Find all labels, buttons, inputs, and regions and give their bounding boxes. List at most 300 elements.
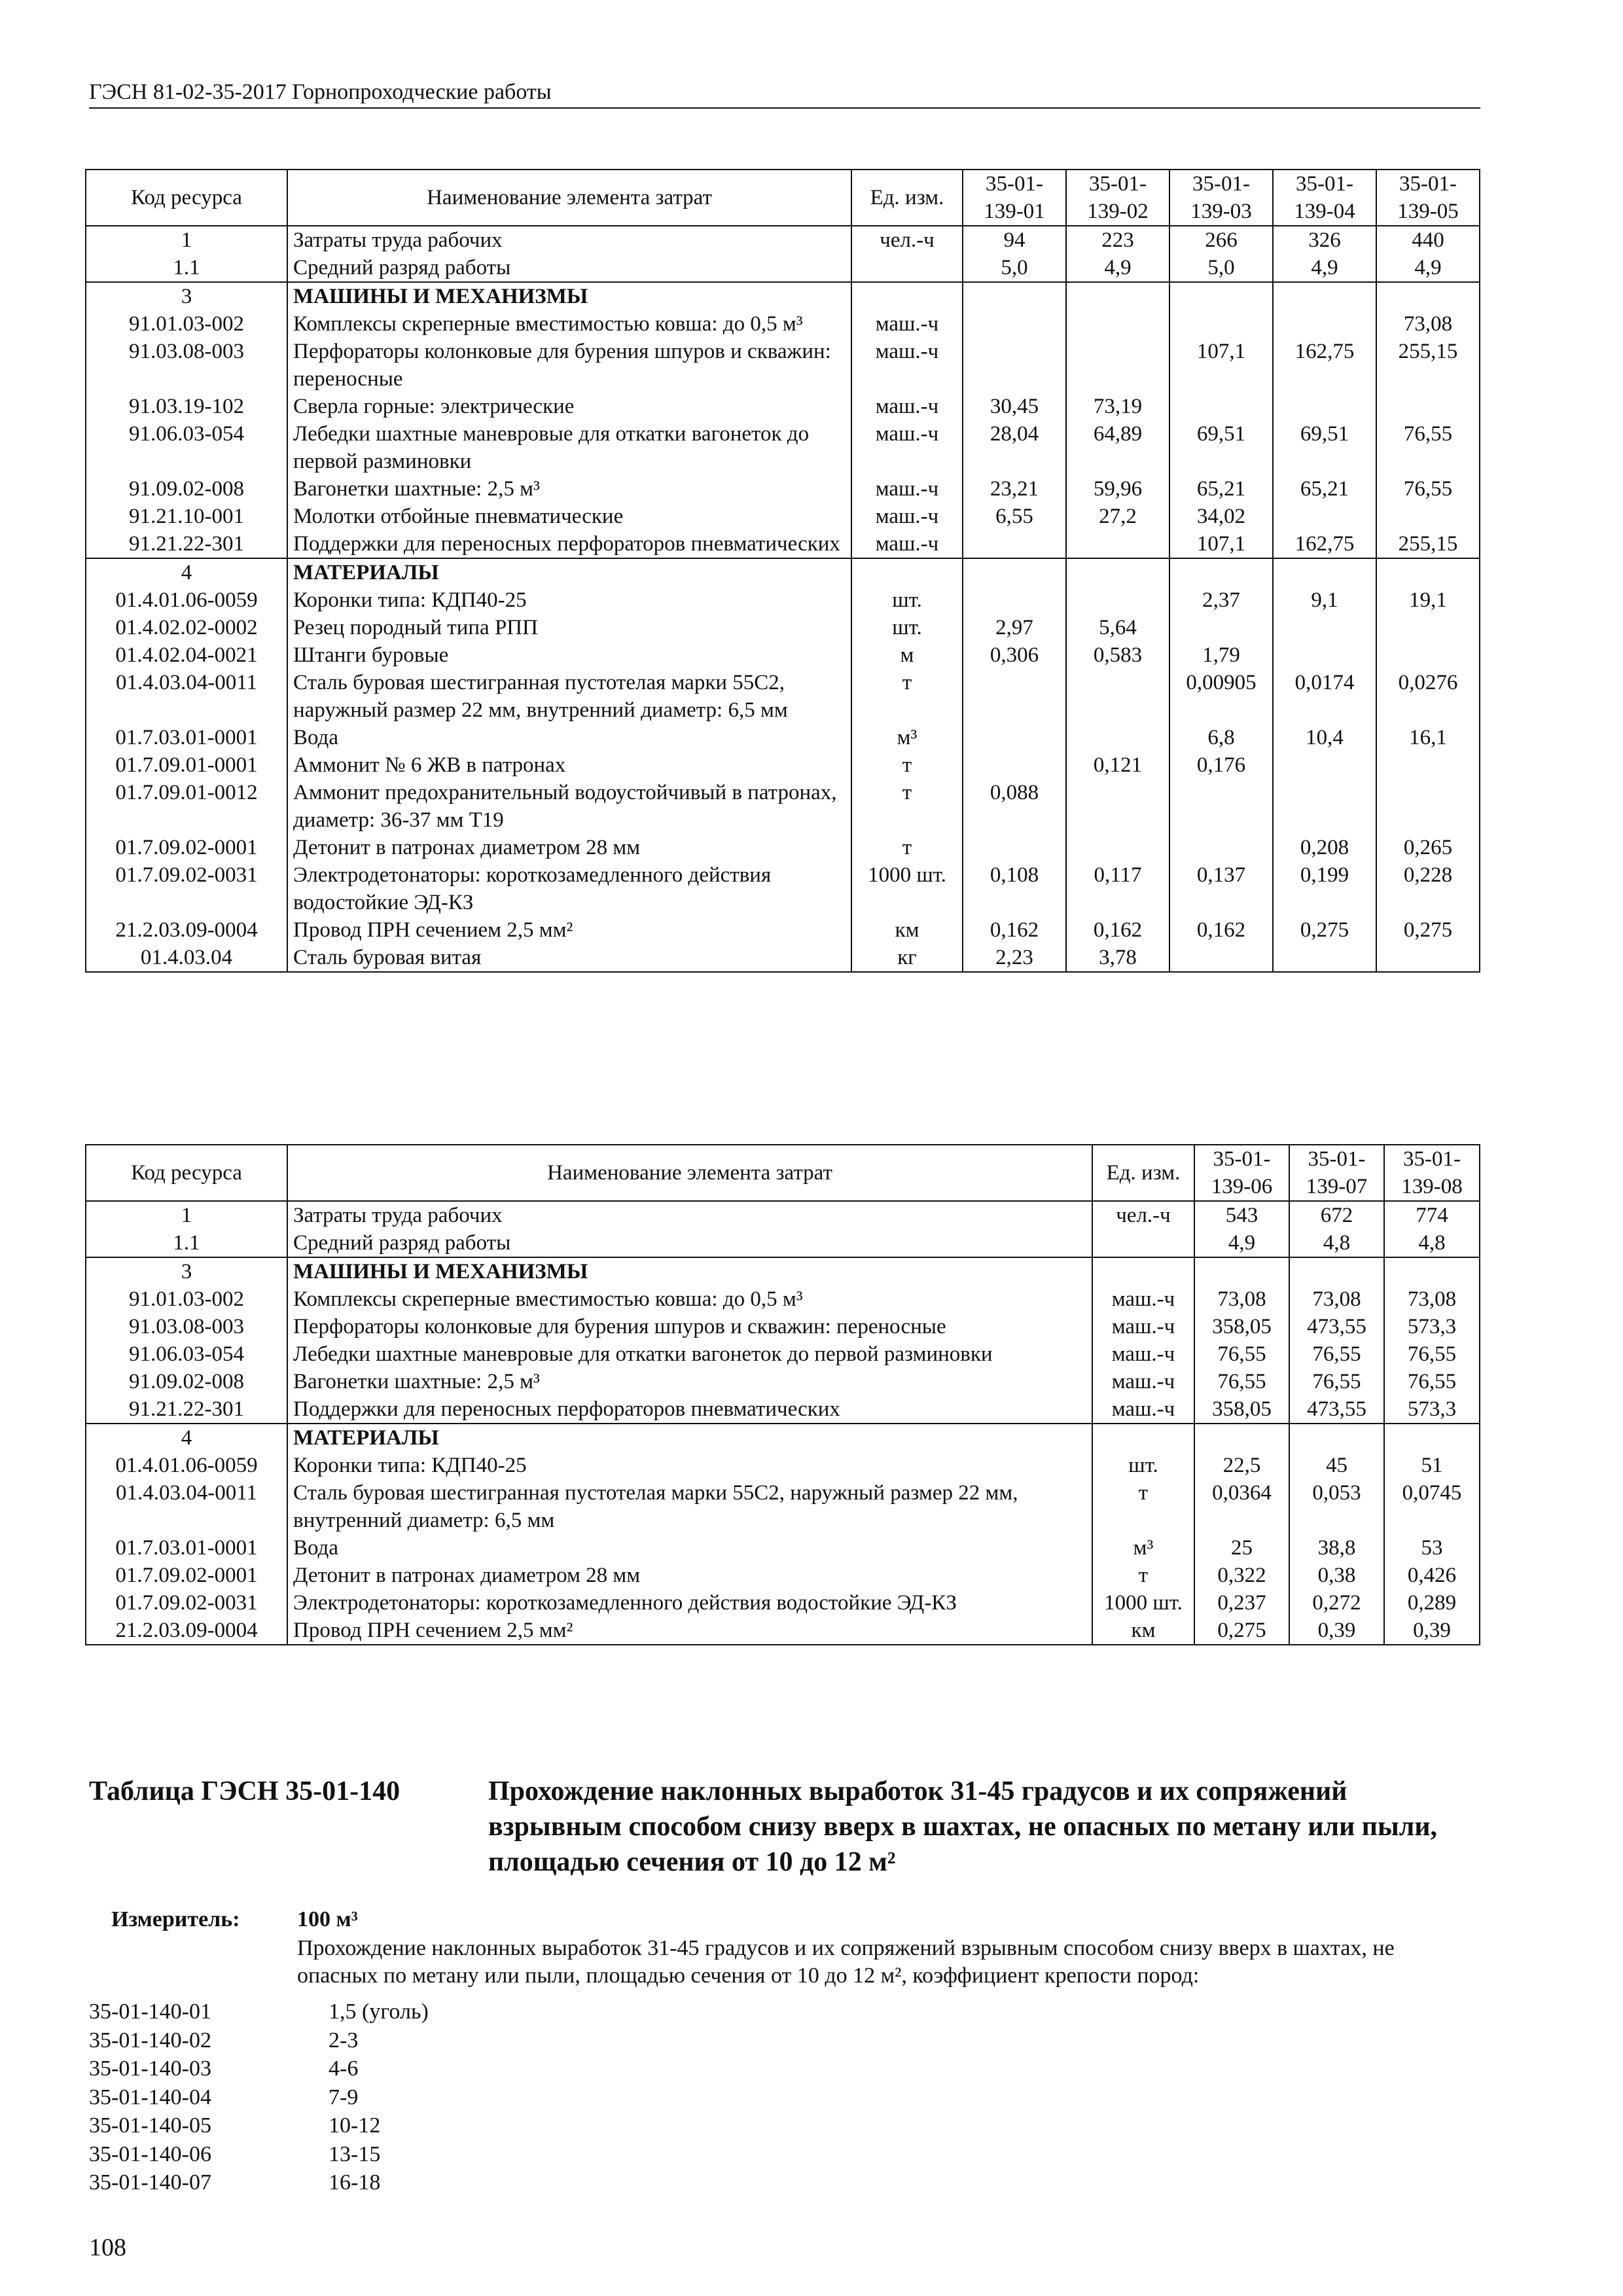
value-cell: 38,8 (1289, 1534, 1384, 1562)
rock-hardness-value: 4-6 (329, 2056, 359, 2081)
value-cell: 0,322 (1194, 1562, 1289, 1589)
value-cell: 16,1 (1376, 724, 1480, 751)
value-cell: 0,208 (1273, 834, 1376, 861)
unit: маш.-ч (1092, 1285, 1194, 1313)
value-cell: 19,1 (1376, 586, 1480, 614)
value-cell: 5,0 (963, 254, 1066, 282)
norm-code: 35-01-140-06 (89, 2142, 211, 2166)
value-cell: 59,96 (1066, 475, 1169, 503)
resource-code: 21.2.03.09-0004 (86, 1617, 287, 1645)
value-cell: 4,8 (1289, 1229, 1384, 1257)
column-header: 35-01-139-08 (1384, 1145, 1480, 1201)
value-cell: 65,21 (1273, 475, 1376, 503)
value-cell (1066, 282, 1169, 310)
resource-name: Средний разряд работы (287, 1229, 1092, 1257)
value-cell (1273, 779, 1376, 834)
resource-name: Лебедки шахтные маневровые для откатки вагонеток до первой разминовки (287, 1340, 1092, 1368)
column-header: Ед. изм. (1092, 1145, 1194, 1201)
value-cell (1066, 530, 1169, 558)
value-cell: 76,55 (1384, 1368, 1480, 1395)
value-cell: 0,121 (1066, 751, 1169, 779)
value-cell: 0,162 (1066, 916, 1169, 944)
meter-label: Измеритель: (111, 1907, 240, 1931)
value-cell: 0,0745 (1384, 1479, 1480, 1534)
value-cell (963, 669, 1066, 724)
value-cell: 0,265 (1376, 834, 1480, 861)
value-cell (963, 724, 1066, 751)
unit: маш.-ч (851, 475, 963, 503)
value-cell (1376, 393, 1480, 420)
resource-name: Сталь буровая витая (287, 944, 851, 972)
meter-value: 100 м³ (297, 1907, 358, 1931)
value-cell: 266 (1169, 226, 1273, 254)
table-row (86, 944, 1480, 972)
table-row (86, 530, 1480, 558)
value-cell: 1,79 (1169, 641, 1273, 669)
table-body (86, 226, 1480, 972)
value-cell (1066, 724, 1169, 751)
resource-name: Сталь буровая шестигранная пустотелая марки 55С2, наружный размер 22 мм, внутренний диаметр: 6,5 мм (287, 669, 851, 724)
resource-name: Средний разряд работы (287, 254, 851, 282)
table-body (86, 1201, 1480, 1645)
resource-code: 91.01.03-002 (86, 310, 287, 338)
table-row (86, 669, 1480, 724)
unit (851, 558, 963, 586)
resource-code: 91.21.22-301 (86, 530, 287, 558)
norm-code: 35-01-140-07 (89, 2170, 211, 2195)
unit: маш.-ч (851, 310, 963, 338)
resource-code: 4 (86, 558, 287, 586)
value-cell (963, 530, 1066, 558)
value-cell (963, 558, 1066, 586)
value-cell: 0,0174 (1273, 669, 1376, 724)
resource-name: Затраты труда рабочих (287, 1201, 1092, 1229)
table-row (86, 916, 1480, 944)
value-cell (963, 586, 1066, 614)
value-cell (1376, 282, 1480, 310)
value-cell (963, 282, 1066, 310)
resource-code: 01.7.03.01-0001 (86, 1534, 287, 1562)
table-row (86, 420, 1480, 475)
value-cell: 76,55 (1289, 1340, 1384, 1368)
value-cell (963, 310, 1066, 338)
resource-code: 01.7.09.02-0031 (86, 1589, 287, 1617)
value-cell (1289, 1424, 1384, 1452)
unit: шт. (851, 586, 963, 614)
resource-name: Резец породный типа РПП (287, 614, 851, 641)
value-cell: 0,237 (1194, 1589, 1289, 1617)
unit: маш.-ч (851, 393, 963, 420)
column-header: Наименование элемента затрат (287, 170, 851, 226)
unit: т (851, 779, 963, 834)
resource-name: Поддержки для переносных перфораторов пневматических (287, 1395, 1092, 1424)
value-cell: 73,08 (1289, 1285, 1384, 1313)
value-cell (1376, 641, 1480, 669)
table-row (86, 861, 1480, 916)
value-cell: 0,289 (1384, 1589, 1480, 1617)
value-cell: 64,89 (1066, 420, 1169, 475)
value-cell: 76,55 (1376, 475, 1480, 503)
value-cell (1169, 944, 1273, 972)
resource-name: Молотки отбойные пневматические (287, 503, 851, 530)
value-cell: 0,162 (963, 916, 1066, 944)
unit (851, 282, 963, 310)
value-cell (1066, 779, 1169, 834)
table-row (86, 834, 1480, 861)
section-row (86, 1424, 1480, 1452)
unit: маш.-ч (1092, 1313, 1194, 1340)
resource-code: 1 (86, 1201, 287, 1229)
resource-code: 01.7.09.01-0012 (86, 779, 287, 834)
resource-name: Перфораторы колонковые для бурения шпуров и скважин: переносные (287, 338, 851, 393)
norm-code: 35-01-140-02 (89, 2028, 211, 2053)
table-row (86, 1313, 1480, 1340)
table-title-text: Прохождение наклонных выработок 31-45 градусов и их сопряжений взрывным способом снизу вверх в шахтах, не опасных по метану или пыли, площадью сечения от 10 до 12 м² (488, 1776, 1438, 1877)
resource-name: Штанги буровые (287, 641, 851, 669)
rock-hardness-value: 16-18 (329, 2170, 381, 2195)
unit: м³ (851, 724, 963, 751)
table-row (86, 475, 1480, 503)
table-row (86, 779, 1480, 834)
resource-code: 1 (86, 226, 287, 254)
value-cell (1273, 558, 1376, 586)
resource-name: МАШИНЫ И МЕХАНИЗМЫ (287, 1257, 1092, 1285)
page-number: 108 (89, 2234, 126, 2261)
value-cell (1273, 944, 1376, 972)
value-cell (1273, 503, 1376, 530)
meter-description: Прохождение наклонных выработок 31-45 градусов и их сопряжений взрывным способом снизу вверх в шахтах, не опасных по метану или пыли, площадью сечения от 10 до 12 м², коэффициент крепости пород: (297, 1936, 1395, 1988)
value-cell: 774 (1384, 1201, 1480, 1229)
resource-name: Коронки типа: КДП40-25 (287, 586, 851, 614)
value-cell (1169, 834, 1273, 861)
value-cell: 0,088 (963, 779, 1066, 834)
resource-name: Электродетонаторы: короткозамедленного действия водостойкие ЭД-КЗ (287, 861, 851, 916)
value-cell (1273, 751, 1376, 779)
column-header: Код ресурса (86, 170, 287, 226)
value-cell: 2,37 (1169, 586, 1273, 614)
value-cell: 162,75 (1273, 530, 1376, 558)
resource-name: Вода (287, 1534, 1092, 1562)
value-cell: 255,15 (1376, 530, 1480, 558)
resource-table-139-06-08 (85, 1144, 1480, 1645)
table-row (86, 503, 1480, 530)
table-row (86, 1617, 1480, 1645)
resource-code: 91.06.03-054 (86, 420, 287, 475)
value-cell: 0,108 (963, 861, 1066, 916)
unit: м³ (1092, 1534, 1194, 1562)
value-cell: 73,08 (1194, 1285, 1289, 1313)
value-cell: 440 (1376, 226, 1480, 254)
resource-name: Затраты труда рабочих (287, 226, 851, 254)
unit: 1000 шт. (1092, 1589, 1194, 1617)
table-row (86, 1368, 1480, 1395)
unit: маш.-ч (851, 338, 963, 393)
table-row (86, 1452, 1480, 1479)
value-cell (963, 751, 1066, 779)
value-cell: 5,64 (1066, 614, 1169, 641)
rock-hardness-value: 13-15 (329, 2142, 381, 2166)
resource-code: 4 (86, 1424, 287, 1452)
resource-code: 1.1 (86, 254, 287, 282)
resource-code: 91.09.02-008 (86, 475, 287, 503)
value-cell: 2,97 (963, 614, 1066, 641)
table-row (86, 393, 1480, 420)
unit (1092, 1257, 1194, 1285)
unit: маш.-ч (1092, 1368, 1194, 1395)
resource-code: 91.03.19-102 (86, 393, 287, 420)
table-row (86, 1562, 1480, 1589)
value-cell: 45 (1289, 1452, 1384, 1479)
table-row (86, 1589, 1480, 1617)
value-cell (963, 834, 1066, 861)
table-row (86, 226, 1480, 254)
unit: шт. (851, 614, 963, 641)
unit: т (1092, 1562, 1194, 1589)
value-cell: 22,5 (1194, 1452, 1289, 1479)
resource-code: 1.1 (86, 1229, 287, 1257)
value-cell: 255,15 (1376, 338, 1480, 393)
value-cell: 107,1 (1169, 338, 1273, 393)
resource-code: 01.7.03.01-0001 (86, 724, 287, 751)
norm-code: 35-01-140-03 (89, 2056, 211, 2081)
resource-code: 01.4.03.04-0011 (86, 669, 287, 724)
value-cell (1289, 1257, 1384, 1285)
table-row (86, 614, 1480, 641)
value-cell: 4,9 (1066, 254, 1169, 282)
value-cell: 0,00905 (1169, 669, 1273, 724)
value-cell (1066, 338, 1169, 393)
section-row (86, 1257, 1480, 1285)
value-cell: 10,4 (1273, 724, 1376, 751)
value-cell: 76,55 (1194, 1340, 1289, 1368)
table-row (86, 724, 1480, 751)
resource-name: МАШИНЫ И МЕХАНИЗМЫ (287, 282, 851, 310)
unit: км (1092, 1617, 1194, 1645)
value-cell (1273, 614, 1376, 641)
value-cell (1376, 779, 1480, 834)
column-header: 35-01-139-01 (963, 170, 1066, 226)
table-row (86, 338, 1480, 393)
value-cell: 4,9 (1273, 254, 1376, 282)
value-cell: 0,199 (1273, 861, 1376, 916)
value-cell: 223 (1066, 226, 1169, 254)
value-cell: 0,0364 (1194, 1479, 1289, 1534)
resource-code: 01.4.01.06-0059 (86, 586, 287, 614)
resource-code: 3 (86, 1257, 287, 1285)
value-cell (1384, 1424, 1480, 1452)
unit: шт. (1092, 1452, 1194, 1479)
value-cell: 51 (1384, 1452, 1480, 1479)
value-cell: 107,1 (1169, 530, 1273, 558)
value-cell: 0,117 (1066, 861, 1169, 916)
section-row (86, 558, 1480, 586)
value-cell (1376, 614, 1480, 641)
norm-code: 35-01-140-01 (89, 2000, 211, 2024)
value-cell: 0,426 (1384, 1562, 1480, 1589)
value-cell (1194, 1424, 1289, 1452)
value-cell: 30,45 (963, 393, 1066, 420)
resource-name: Вагонетки шахтные: 2,5 м³ (287, 1368, 1092, 1395)
value-cell: 672 (1289, 1201, 1384, 1229)
value-cell: 94 (963, 226, 1066, 254)
unit (1092, 1229, 1194, 1257)
resource-code: 3 (86, 282, 287, 310)
value-cell (1376, 503, 1480, 530)
value-cell (963, 338, 1066, 393)
value-cell: 5,0 (1169, 254, 1273, 282)
resource-code: 01.4.02.04-0021 (86, 641, 287, 669)
value-cell: 3,78 (1066, 944, 1169, 972)
value-cell: 358,05 (1194, 1395, 1289, 1424)
table-row (86, 1340, 1480, 1368)
resource-code: 91.21.10-001 (86, 503, 287, 530)
unit: т (851, 751, 963, 779)
resource-code: 01.7.09.01-0001 (86, 751, 287, 779)
resource-table-139-01-05 (85, 169, 1480, 973)
value-cell: 76,55 (1384, 1340, 1480, 1368)
value-cell (1066, 669, 1169, 724)
value-cell: 76,55 (1376, 420, 1480, 475)
value-cell: 0,583 (1066, 641, 1169, 669)
value-cell: 2,23 (963, 944, 1066, 972)
column-header: Код ресурса (86, 1145, 287, 1201)
resource-code: 91.03.08-003 (86, 1313, 287, 1340)
table-row (86, 641, 1480, 669)
table-row (86, 1201, 1480, 1229)
value-cell: 473,55 (1289, 1395, 1384, 1424)
value-cell: 73,19 (1066, 393, 1169, 420)
value-cell: 76,55 (1289, 1368, 1384, 1395)
value-cell: 69,51 (1273, 420, 1376, 475)
resource-name: Провод ПРН сечением 2,5 мм² (287, 916, 851, 944)
resource-name: Аммонит предохранительный водоустойчивый в патронах, диаметр: 36-37 мм Т19 (287, 779, 851, 834)
rock-hardness-value: 7-9 (329, 2085, 359, 2109)
unit: м (851, 641, 963, 669)
value-cell: 0,39 (1289, 1617, 1384, 1645)
resource-code: 91.01.03-002 (86, 1285, 287, 1313)
value-cell (1169, 282, 1273, 310)
section-row (86, 282, 1480, 310)
value-cell: 6,55 (963, 503, 1066, 530)
value-cell: 0,275 (1273, 916, 1376, 944)
unit: т (1092, 1479, 1194, 1534)
resource-code: 01.7.09.02-0001 (86, 1562, 287, 1589)
column-header: 35-01-139-05 (1376, 170, 1480, 226)
column-header: Наименование элемента затрат (287, 1145, 1092, 1201)
table-row (86, 1285, 1480, 1313)
resource-name: Детонит в патронах диаметром 28 мм (287, 1562, 1092, 1589)
resource-code: 01.4.02.02-0002 (86, 614, 287, 641)
value-cell: 4,9 (1376, 254, 1480, 282)
resource-code: 21.2.03.09-0004 (86, 916, 287, 944)
resource-name: Аммонит № 6 ЖВ в патронах (287, 751, 851, 779)
value-cell (1376, 558, 1480, 586)
value-cell: 28,04 (963, 420, 1066, 475)
rock-hardness-value: 2-3 (329, 2028, 359, 2053)
resource-code: 91.06.03-054 (86, 1340, 287, 1368)
value-cell (1273, 641, 1376, 669)
value-cell (1273, 282, 1376, 310)
unit: маш.-ч (851, 530, 963, 558)
table-row (86, 586, 1480, 614)
value-cell (1169, 779, 1273, 834)
value-cell: 73,08 (1384, 1285, 1480, 1313)
resource-name: Электродетонаторы: короткозамедленного действия водостойкие ЭД-КЗ (287, 1589, 1092, 1617)
value-cell: 53 (1384, 1534, 1480, 1562)
column-header: 35-01-139-06 (1194, 1145, 1289, 1201)
unit: чел.-ч (1092, 1201, 1194, 1229)
column-header: 35-01-139-03 (1169, 170, 1273, 226)
value-cell (1169, 614, 1273, 641)
resource-name: Провод ПРН сечением 2,5 мм² (287, 1617, 1092, 1645)
resource-code: 01.4.01.06-0059 (86, 1452, 287, 1479)
value-cell: 69,51 (1169, 420, 1273, 475)
value-cell: 573,3 (1384, 1395, 1480, 1424)
value-cell: 0,176 (1169, 751, 1273, 779)
column-header: 35-01-139-04 (1273, 170, 1376, 226)
value-cell: 0,228 (1376, 861, 1480, 916)
value-cell: 6,8 (1169, 724, 1273, 751)
value-cell: 76,55 (1194, 1368, 1289, 1395)
resource-name: Комплексы скреперные вместимостью ковша: до 0,5 м³ (287, 310, 851, 338)
resource-name: Детонит в патронах диаметром 28 мм (287, 834, 851, 861)
value-cell: 4,9 (1194, 1229, 1289, 1257)
unit: чел.-ч (851, 226, 963, 254)
value-cell (1273, 393, 1376, 420)
unit: кг (851, 944, 963, 972)
resource-code: 91.21.22-301 (86, 1395, 287, 1424)
table-header-row (86, 1145, 1480, 1201)
resource-name: Лебедки шахтные маневровые для откатки вагонеток до первой разминовки (287, 420, 851, 475)
value-cell (1384, 1257, 1480, 1285)
value-cell: 0,162 (1169, 916, 1273, 944)
value-cell: 0,275 (1194, 1617, 1289, 1645)
value-cell: 162,75 (1273, 338, 1376, 393)
value-cell: 573,3 (1384, 1313, 1480, 1340)
value-cell: 25 (1194, 1534, 1289, 1562)
resource-code: 91.03.08-003 (86, 338, 287, 393)
table-row (86, 1534, 1480, 1562)
unit (851, 254, 963, 282)
value-cell (1194, 1257, 1289, 1285)
resource-name: Сталь буровая шестигранная пустотелая марки 55С2, наружный размер 22 мм, внутренний диаметр: 6,5 мм (287, 1479, 1092, 1534)
resource-code: 01.7.09.02-0031 (86, 861, 287, 916)
unit: маш.-ч (1092, 1395, 1194, 1424)
resource-name: Вагонетки шахтные: 2,5 м³ (287, 475, 851, 503)
value-cell (1066, 310, 1169, 338)
value-cell (1376, 944, 1480, 972)
norm-code: 35-01-140-04 (89, 2085, 211, 2109)
value-cell: 23,21 (963, 475, 1066, 503)
value-cell: 0,272 (1289, 1589, 1384, 1617)
unit: маш.-ч (851, 420, 963, 475)
unit: т (851, 669, 963, 724)
unit: 1000 шт. (851, 861, 963, 916)
table-row (86, 1229, 1480, 1257)
value-cell: 34,02 (1169, 503, 1273, 530)
column-header: Ед. изм. (851, 170, 963, 226)
resource-code: 91.09.02-008 (86, 1368, 287, 1395)
rock-hardness-value: 10-12 (329, 2113, 381, 2138)
resource-name: Вода (287, 724, 851, 751)
resource-name: Сверла горные: электрические (287, 393, 851, 420)
table-header-row (86, 170, 1480, 226)
value-cell (1169, 558, 1273, 586)
table-row (86, 310, 1480, 338)
value-cell (1273, 310, 1376, 338)
resource-code: 01.7.09.02-0001 (86, 834, 287, 861)
unit: км (851, 916, 963, 944)
